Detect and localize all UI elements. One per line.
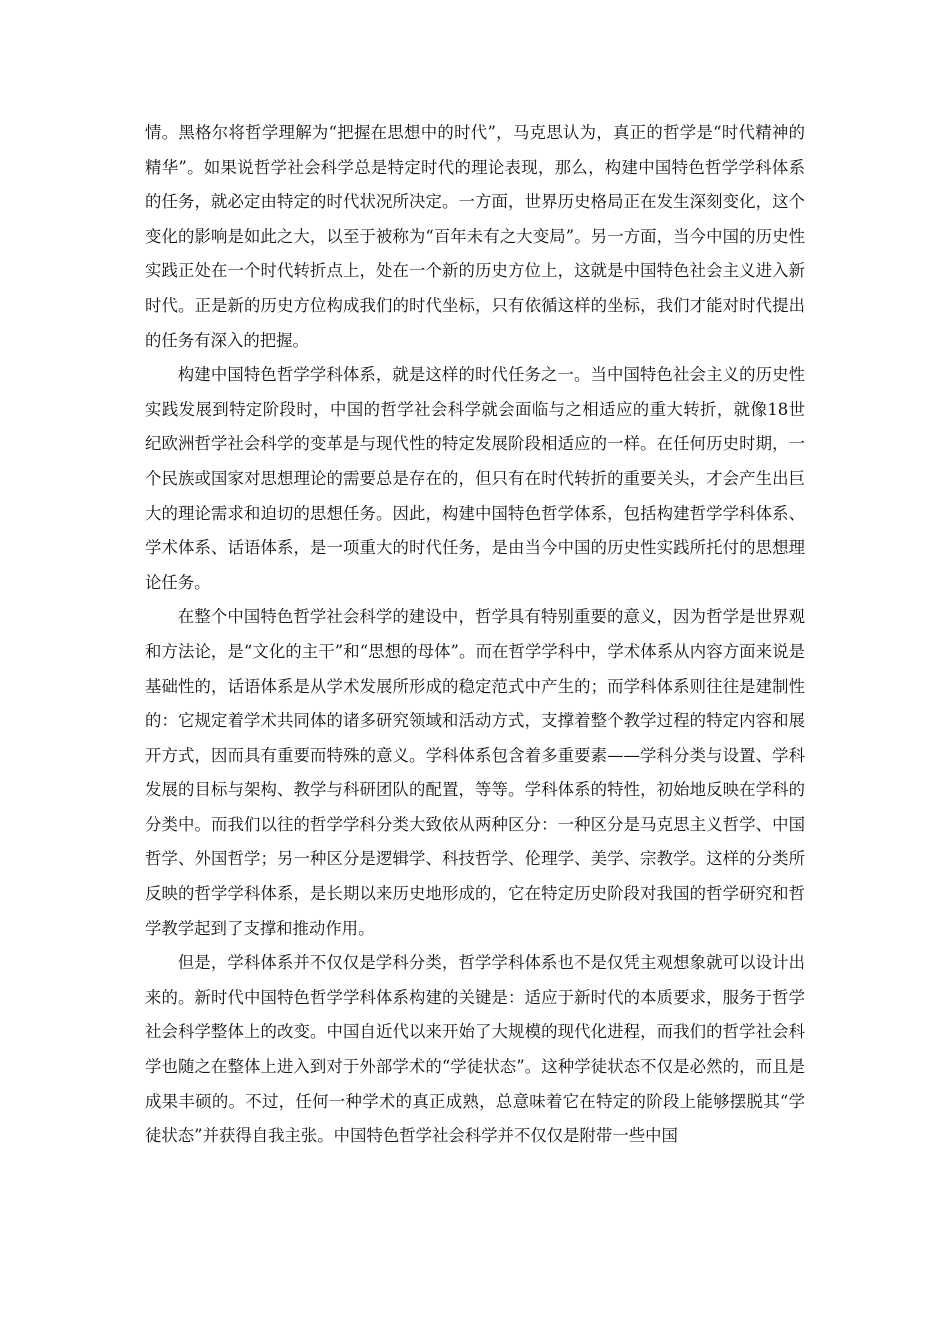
paragraph-1: 情。黑格尔将哲学理解为“把握在思想中的时代”，马克思认为，真正的哲学是“时代精神的精华”。如果说哲学社会科学总是特定时代的理论表现，那么，构建中国特色哲学学科体系的任务，就必定由特定的时代状况所决定。一方面，世界历史格局正在发生深刻变化，这个变化的影响是如此之大，以至于被称为“百年未有之大变局”。另一方面，当今中国的历史性实践正处在一个时代转折点上，处在一个新的历史方位上，这就是中国特色社会主义进入新时代。正是新的历史方位构成我们的时代坐标，只有依循这样的坐标，我们才能对时代提出的任务有深入的把握。 <box>145 123 805 350</box>
paragraph-2: 构建中国特色哲学学科体系，就是这样的时代任务之一。当中国特色社会主义的历史性实践发展到特定阶段时，中国的哲学社会科学就会面临与之相适应的重大转折，就像18世纪欧洲哲学社会科学的变革是与现代性的特定发展阶段相适应的一样。在任何历史时期，一个民族或国家对思想理论的需要总是存在的，但只有在时代转折的重要关头，才会产生出巨大的理论需求和迫切的思想任务。因此，构建中国特色哲学体系，包括构建哲学学科体系、学术体系、话语体系，是一项重大的时代任务，是由当今中国的历史性实践所托付的思想理论任务。 <box>145 365 805 592</box>
article-body <box>145 116 805 1154</box>
paragraph-4: 但是，学科体系并不仅仅是学科分类，哲学学科体系也不是仅凭主观想象就可以设计出来的。新时代中国特色哲学学科体系构建的关键是：适应于新时代的本质要求，服务于哲学社会科学整体上的改变。中国自近代以来开始了大规模的现代化进程，而我们的哲学社会科学也随之在整体上进入到对于外部学术的“学徒状态”。这种学徒状态不仅是必然的，而且是成果丰硕的。不过，任何一种学术的真正成熟，总意味着它在特定的阶段上能够摆脱其“学徒状态”并获得自我主张。中国特色哲学社会科学并不仅仅是附带一些中国 <box>145 953 805 1146</box>
paragraph-3: 在整个中国特色哲学社会科学的建设中，哲学具有特别重要的意义，因为哲学是世界观和方法论，是“文化的主干”和“思想的母体”。而在哲学学科中，学术体系从内容方面来说是基础性的，话语体系是从学术发展所形成的稳定范式中产生的；而学科体系则往往是建制性的：它规定着学术共同体的诸多研究领域和活动方式，支撑着整个教学过程的特定内容和展开方式，因而具有重要而特殊的意义。学科体系包含着多重要素——学科分类与设置、学科发展的目标与架构、教学与科研团队的配置，等等。学科体系的特性，初始地反映在学科的分类中。而我们以往的哲学学科分类大致依从两种区分：一种区分是马克思主义哲学、中国哲学、外国哲学；另一种区分是逻辑学、科技哲学、伦理学、美学、宗教学。这样的分类所反映的哲学学科体系，是长期以来历史地形成的，它在特定历史阶段对我国的哲学研究和哲学教学起到了支撑和推动作用。 <box>145 607 805 938</box>
